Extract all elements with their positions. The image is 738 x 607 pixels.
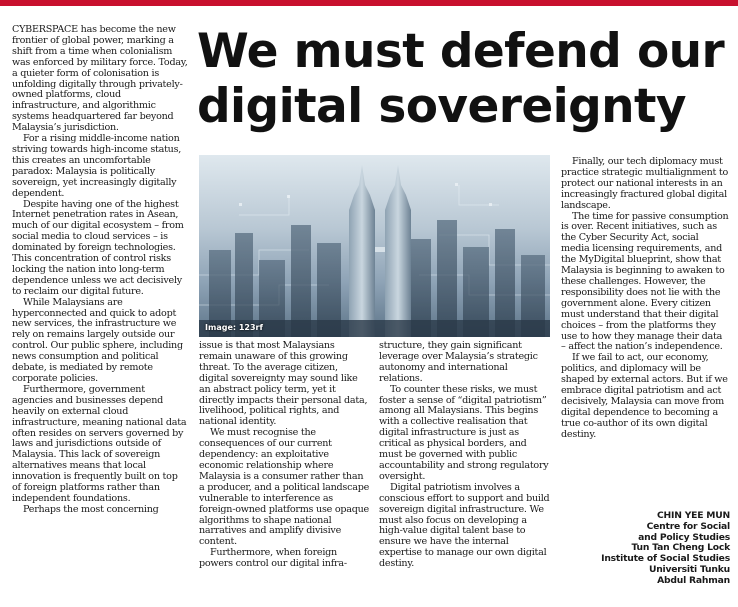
author-signature: [601, 511, 730, 587]
paragraph: structure, they gain significant leverage over Malaysia’s strategic autonomy and international relations.: [379, 340, 538, 384]
paragraph: Finally, our tech diplomacy must practice strategic multialignment to protect our national interests in an increasingly fractured global digital landscape.: [561, 156, 729, 211]
author-name: CHIN YEE MUN: [656, 510, 730, 521]
headline-line-1: We must defend our: [197, 24, 725, 79]
author-affiliation: Abdul Rahman: [657, 574, 730, 586]
paragraph: Digital patriotism involves a conscious effort to support and build sovereign digital infrastructure. We must also focus on developing a high-value digital talent base to ensure we have the internal expertise to manage our own digital destiny.: [379, 481, 550, 570]
paragraph: The time for passive consumption is over. Recent initiatives, such as the Cyber Security Act, social media licensing requirements, and the MyDigital blueprint, show that Malaysia is beginning to awaken to these challenges. However, the responsibility does not lie with the government alone. Every citizen must understand that their digital choices – from the platforms they use to how they manage their data – affect the nation’s independence.: [561, 210, 729, 353]
paragraph: CYBERSPACE has become the new frontier of global power, marking a shift from a time when colonialism was enforced by military force. Today, a quieter form of colonisation is unfolding digitally through privately-owned platforms, cloud infrastructure, and algorithmic systems headquartered far beyond Malaysia’s jurisdiction.: [12, 24, 188, 134]
paragraph: Perhaps the most concerning: [23, 503, 159, 515]
image-caption: Image: 123rf: [205, 323, 263, 332]
headline-line-2: digital sovereignty: [197, 79, 686, 134]
author-affiliation: Centre for Social: [646, 520, 730, 532]
paragraph: We must recognise the consequences of our current dependency: an exploitative economic relationship where Malaysia is a consumer rather than a producer, and a political landscape vulnerable to interference as foreign-owned platforms use opaque algorithms to shape national narratives and amplify divisive content.: [199, 427, 370, 548]
column-4: [561, 157, 729, 441]
paragraph: Furthermore, government agencies and businesses depend heavily on external cloud infrastructure, meaning national data often resides on servers governed by laws and jurisdictions outside of Malaysia. This lack of sovereign alternatives means that local innovation is frequently built on top of foreign platforms rather than independent foundations.: [12, 383, 187, 504]
city-skyline-image: [199, 155, 550, 337]
paragraph: issue is that most Malaysians remain unaware of this growing threat. To the average citizen, digital sovereignty may sound like an abstract policy term, yet it directly impacts their personal data, livelihood, political rights, and national identity.: [199, 340, 368, 428]
skyline-illustration: [199, 155, 550, 337]
author-affiliation: and Policy Studies: [638, 531, 730, 543]
author-affiliation: Institute of Social Studies: [601, 553, 730, 565]
paragraph: To counter these risks, we must foster a sense of “digital patriotism” among all Malaysians. This begins with a collective realisation that digital infrastructure is just as critical as physical borders, and must be governed with public accountability and strong regulatory oversight.: [379, 383, 549, 482]
paragraph: For a rising middle-income nation striving towards high-income status, this creates an uncomfortable paradox: Malaysia is politically sovereign, yet increasingly digitally dependent.: [12, 133, 182, 199]
top-accent-bar: [0, 0, 738, 6]
column-3: [379, 341, 551, 570]
author-affiliation: Universiti Tunku: [648, 563, 730, 575]
paragraph: Furthermore, when foreign powers control our digital infra-: [199, 547, 347, 570]
headline: [197, 24, 737, 134]
author-affiliation: Tun Tan Cheng Lock: [631, 542, 730, 554]
paragraph: If we fail to act, our economy, politics, and diplomacy will be shaped by external actors. But if we embrace digital patriotism and act decisively, Malaysia can move from digital dependence to becoming a true co-author of its own digital destiny.: [561, 352, 728, 440]
paragraph: Despite having one of the highest Internet penetration rates in Asean, much of our digital ecosystem – from social media to cloud services – is dominated by foreign technologies. This concentration of control risks locking the nation into long-term dependence unless we act decisively to reclaim our digital future.: [12, 198, 184, 297]
column-2: [199, 341, 369, 570]
column-1: [12, 25, 188, 516]
paragraph: While Malaysians are hyperconnected and quick to adopt new services, the infrastructure we rely on remains largely outside our control. Our public sphere, including news consumption and political debate, is mediated by remote corporate policies.: [12, 296, 183, 384]
